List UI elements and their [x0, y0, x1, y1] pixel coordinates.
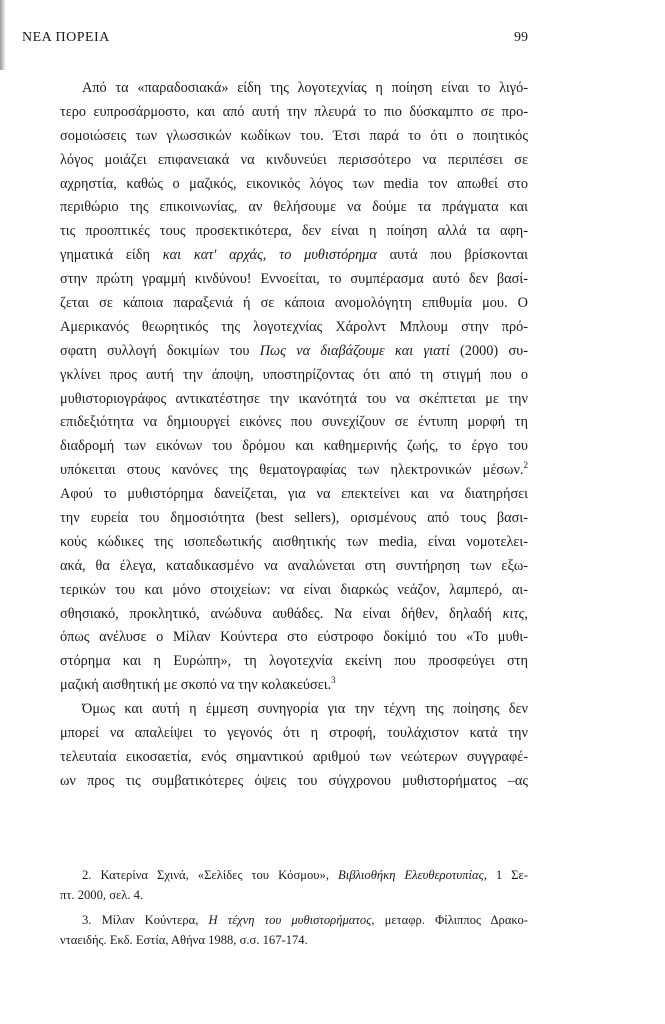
text-line [60, 149, 528, 173]
text-run: αχρηστία, καθώς ο μαζικός, εικονικός λόγος των media τον απωθεί στο [60, 175, 528, 192]
text-line [60, 388, 528, 412]
text-line [60, 316, 528, 340]
text-line [60, 220, 528, 244]
text-line [60, 268, 528, 292]
text-run: στην πρώτη γραμμή κινδύνου! Εννοείται, το συμπέρασμα αυτό δεν βασί- [60, 271, 528, 288]
text-run: περιθώριο της επικοινωνίας, αν θελήσουμε να δούμε τα πράγματα και [60, 199, 528, 216]
text-line [60, 364, 528, 388]
text-line [60, 579, 528, 603]
text-line [60, 196, 528, 220]
text-run: ακά, θα έλεγα, καταδικασμένο να αναλώνεται στη συντήρηση των εξω- [60, 557, 528, 574]
text-run: σφατη συλλογή δοκιμίων του [60, 342, 260, 359]
text-run: Όμως και αυτή η έμμεση συνηγορία για την τέχνη της ποίησης δεν [82, 701, 528, 718]
text-line [60, 770, 528, 794]
text-line [60, 746, 528, 770]
text-run: , [524, 605, 528, 622]
italic-title: Βιβλιοθήκη Ελευθεροτυπίας [338, 868, 484, 882]
text-run: μυθιστοριογράφος αντικατέστησε την ικανότητά του να σκέπτεται με την [60, 390, 528, 407]
text-line [60, 674, 528, 698]
text-line [60, 244, 528, 268]
text-line [60, 626, 528, 650]
footnote-line [60, 865, 528, 885]
text-run: , μεταφρ. Φίλιππος Δρακο- [371, 913, 528, 927]
text-run: τερικών του και μόνο στοιχείων: να είναι διαρκώς νεάζον, λαμπερό, αι- [60, 581, 528, 598]
text-run: ζεται σε κάποια παραξενιά ή σε κάποια ανομολόγητη επιθυμία μου. Ο [60, 295, 528, 312]
footnotes-section [60, 865, 528, 955]
footnote [60, 865, 528, 905]
text-run: διαδρομή των εικόνων του δρόμου και καθημερινής ζωής, το έργο του [60, 438, 528, 455]
text-line [60, 435, 528, 459]
text-line [60, 173, 528, 197]
text-line [60, 507, 528, 531]
text-run: γκλίνει προς αυτή την άποψη, υποστηρίζοντας ότι από τη στιγμή που ο [60, 366, 528, 383]
text-run: κούς κώδικες της ισοπεδωτικής αισθητικής των media, είναι νομοτελει- [60, 533, 528, 550]
text-run: νταειδής. Εκδ. Εστία, Αθήνα 1988, σ.σ. 167-174. [60, 933, 308, 947]
text-run: σομοιώσεις των γλωσσικών κωδίκων του. Έτσι παρά το ότι ο ποιητικός [60, 127, 528, 144]
text-run: γηματικά είδη [60, 247, 163, 264]
text-run: μαζική αισθητική με σκοπό να την κολακεύσει. [60, 677, 332, 694]
text-line [60, 459, 528, 483]
text-run: τις προοπτικές τους προσεκτικότερα, δεν είναι η ποίηση αλλά τα αφη- [60, 223, 528, 240]
text-run: σθησιακό, προκλητικό, ανώδυνα αυθάδες. Να είναι δήθεν, δηλαδή [60, 605, 503, 622]
footnote-line [60, 930, 528, 950]
italic-title: κιτς [502, 605, 525, 622]
text-line [60, 650, 528, 674]
text-run: αυτά που βρίσκονται [376, 247, 528, 264]
text-run: πτ. 2000, σελ. 4. [60, 888, 144, 902]
text-line [60, 531, 528, 555]
text-run: μπορεί να απαλείψει το γεγονός ότι η στροφή, τουλάχιστον κατά την [60, 725, 528, 742]
text-line [60, 125, 528, 149]
text-line [60, 698, 528, 722]
footnote [60, 910, 528, 950]
body-text [60, 77, 528, 794]
text-line [60, 722, 528, 746]
text-run: Αμερικανός θεωρητικός της λογοτεχνίας Χάρολντ Μπλουμ στην πρό- [60, 318, 528, 335]
text-run: τερο ευπροσάρμοστο, και από αυτή την πλευρά το πιο δύσκαμπτο σε προ- [60, 103, 528, 120]
footnote-line [60, 885, 528, 905]
text-run: τελευταία εικοσαετία, ενός σημαντικού αριθμού των νεώτερων συγγραφέ- [60, 748, 528, 765]
footnote-line [60, 910, 528, 930]
text-line [60, 411, 528, 435]
text-run: 2. Κατερίνα Σχινά, «Σελίδες του Κόσμου», [82, 868, 339, 882]
text-run: ων προς τις συμβατικότερες όψεις του σύγχρονου μυθιστορήματος –ας [60, 772, 528, 789]
text-run: στόρημα και η Ευρώπη», τη λογοτεχνία εκείνη που προσφεύγει στη [60, 653, 528, 670]
text-run: όπως ανέλυσε ο Μίλαν Κούντερα στο εύστροφο δοκίμιό του «Το μυθι- [60, 629, 528, 646]
text-run: την ευρεία του δημοσιότητα (best sellers), ορισμένους από τους βασι- [60, 510, 528, 527]
page-number: 99 [514, 30, 528, 45]
text-line [60, 603, 528, 627]
footnote-reference: 3 [331, 675, 336, 686]
italic-title: και κατ' αρχάς, το μυθιστόρημα [162, 247, 377, 264]
italic-title: Η τέχνη του μυθιστορήματος [208, 913, 372, 927]
text-line [60, 340, 528, 364]
text-line [60, 292, 528, 316]
text-line [60, 101, 528, 125]
running-header [0, 30, 665, 50]
text-run: Αφού το μυθιστόρημα δανείζεται, για να επεκτείνει και να διατηρήσει [60, 486, 528, 503]
text-run: υπόκειται στους κανόνες της θεματογραφίας των ηλεκτρονικών μέσων. [60, 462, 524, 479]
text-line [60, 77, 528, 101]
text-run: λόγος μοιάζει επιφανειακά να κινδυνεύει περισσότερο να περιπέσει σε [60, 151, 528, 168]
footnote-reference: 2 [523, 460, 528, 471]
text-line [60, 483, 528, 507]
text-run: (2000) συ- [449, 342, 528, 359]
text-run: Από τα «παραδοσιακά» είδη της λογοτεχνίας η ποίηση είναι το λιγό- [82, 80, 528, 96]
text-run: , 1 Σε- [483, 868, 528, 882]
running-title: ΝΕΑ ΠΟΡΕΙΑ [22, 30, 110, 45]
text-run: επιδεξιότητα να δημιουργεί εικόνες που συνεχίζουν σε έντυπη μορφή τη [60, 414, 528, 431]
text-run: 3. Μίλαν Κούντερα, [82, 913, 209, 927]
italic-title: Πως να διαβάζουμε και γιατί [259, 342, 450, 359]
text-line [60, 555, 528, 579]
